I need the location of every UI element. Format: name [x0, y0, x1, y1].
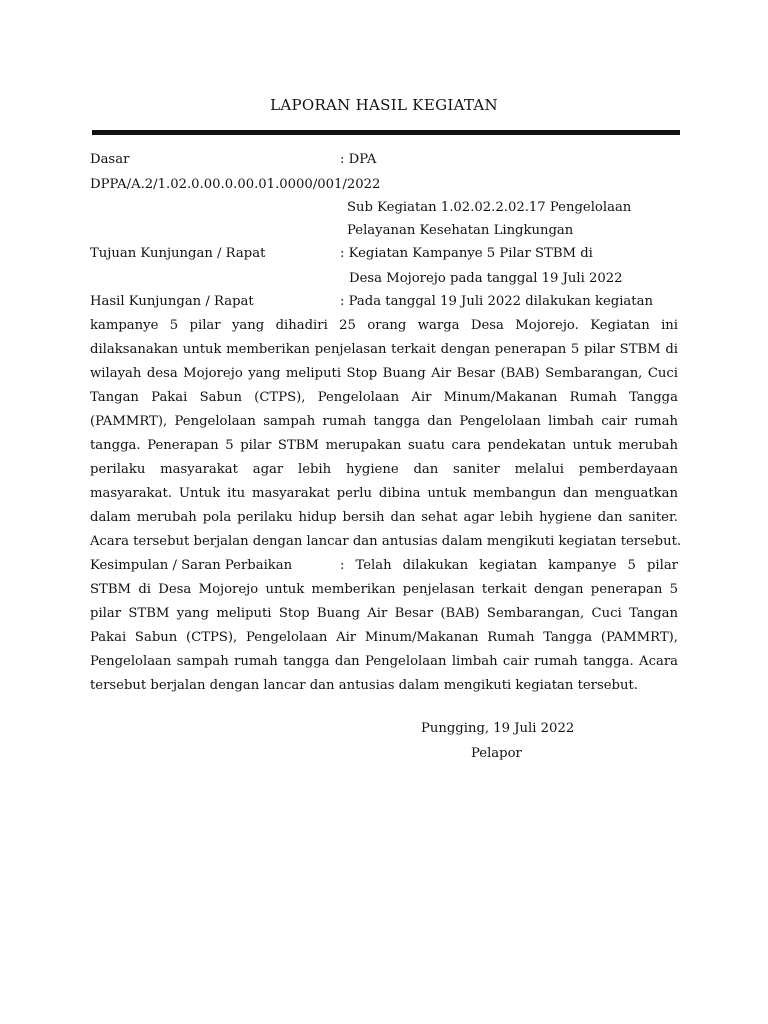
document-title: LAPORAN HASIL KEGIATAN [270, 96, 498, 114]
hasil-line: Acara tersebut berjalan dengan lancar dan antusias dalam mengikuti kegiatan tersebut. [90, 534, 682, 549]
kesimpulan-line: Pengelolaan sampah rumah tangga dan Pengelolaan limbah cair rumah tangga. Acara [90, 654, 678, 669]
tujuan-value-cont: Desa Mojorejo pada tanggal 19 Juli 2022 [349, 271, 623, 286]
tujuan-label: Tujuan Kunjungan / Rapat [90, 246, 266, 261]
dasar-dppa: DPPA/A.2/1.02.0.00.0.00.01.0000/001/2022 [90, 177, 381, 192]
hasil-line: Tangan Pakai Sabun (CTPS), Pengelolaan Air Minum/Makanan Rumah Tangga [90, 390, 678, 405]
hasil-line: kampanye 5 pilar yang dihadiri 25 orang warga Desa Mojorejo. Kegiatan ini [90, 318, 678, 333]
dasar-value: : DPA [340, 152, 377, 167]
kesimpulan-label: Kesimpulan / Saran Perbaikan [90, 558, 293, 573]
hasil-line: (PAMMRT), Pengelolaan sampah rumah tangga dan Pengelolaan limbah cair rumah [90, 414, 678, 429]
hasil-line: dilaksanakan untuk memberikan penjelasan terkait dengan penerapan 5 pilar STBM di [90, 342, 678, 357]
dasar-sub-kegiatan-cont: Pelayanan Kesehatan Lingkungan [347, 223, 574, 238]
hasil-line: dalam merubah pola perilaku hidup bersih dan sehat agar lebih hygiene dan saniter. [90, 510, 678, 525]
title-underline [92, 130, 680, 135]
kesimpulan-line: STBM di Desa Mojorejo untuk memberikan penjelasan terkait dengan penerapan 5 [90, 582, 678, 597]
hasil-line: masyarakat. Untuk itu masyarakat perlu dibina untuk membangun dan menguatkan [90, 486, 678, 501]
hasil-line: perilaku masyarakat agar lebih hygiene dan saniter melalui pemberdayaan [90, 462, 678, 477]
kesimpulan-line: Pakai Sabun (CTPS), Pengelolaan Air Minum/Makanan Rumah Tangga (PAMMRT), [90, 630, 678, 645]
signature-role: Pelapor [471, 746, 522, 761]
hasil-line: wilayah desa Mojorejo yang meliputi Stop Buang Air Besar (BAB) Sembarangan, Cuci [90, 366, 678, 381]
kesimpulan-line: tersebut berjalan dengan lancar dan antusias dalam mengikuti kegiatan tersebut. [90, 678, 638, 693]
signature-place-date: Pungging, 19 Juli 2022 [421, 721, 575, 736]
dasar-sub-kegiatan: Sub Kegiatan 1.02.02.2.02.17 Pengelolaan [347, 200, 632, 215]
tujuan-value: : Kegiatan Kampanye 5 Pilar STBM di [340, 246, 593, 261]
kesimpulan-line: pilar STBM yang meliputi Stop Buang Air Besar (BAB) Sembarangan, Cuci Tangan [90, 606, 678, 621]
dasar-label: Dasar [90, 152, 130, 167]
kesimpulan-value: : Telah dilakukan kegiatan kampanye 5 pilar [340, 558, 678, 573]
hasil-value: : Pada tanggal 19 Juli 2022 dilakukan kegiatan [340, 294, 653, 309]
hasil-line: tangga. Penerapan 5 pilar STBM merupakan suatu cara pendekatan untuk merubah [90, 438, 678, 453]
hasil-label: Hasil Kunjungan / Rapat [90, 294, 254, 309]
